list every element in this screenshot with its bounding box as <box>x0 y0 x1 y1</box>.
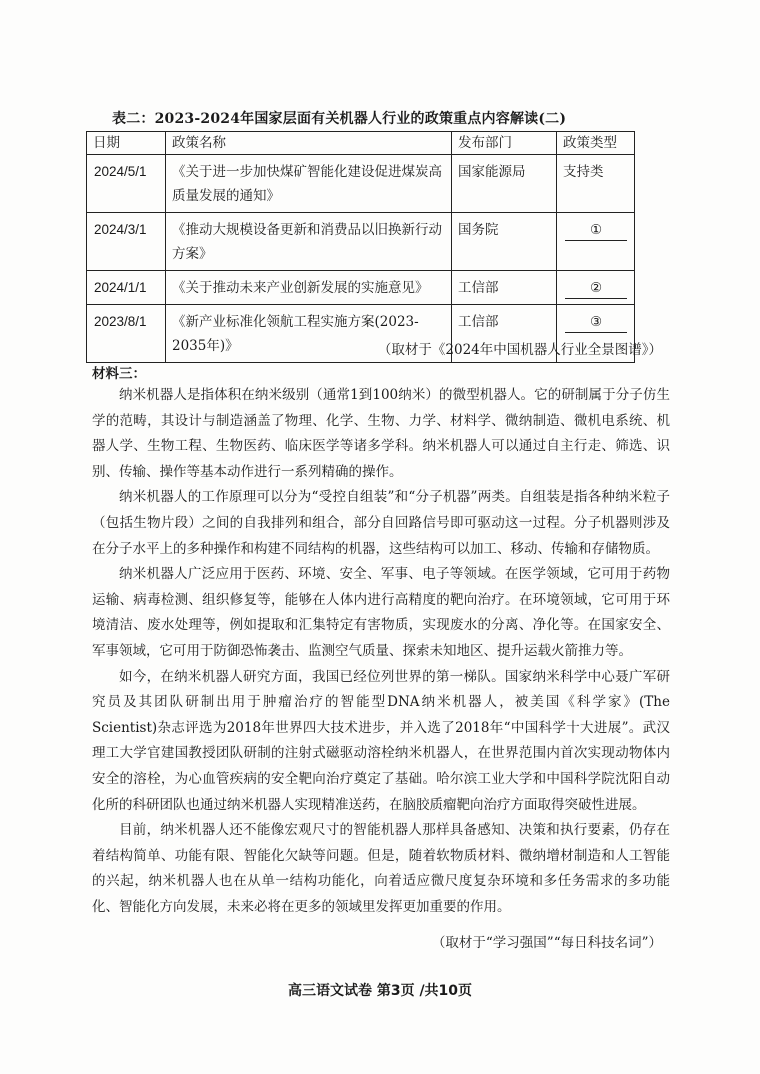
row-date: 2024/3/1 <box>87 213 166 271</box>
row-policy-name: 《关于进一步加快煤矿智能化建设促进煤炭高质量发展的通知》 <box>166 155 452 213</box>
row-policy-name: 《推动大规模设备更新和消费品以旧换新行动方案》 <box>166 213 452 271</box>
material-body <box>92 383 670 920</box>
page-footer: 高三语文试卷 第3页 /共10页 <box>287 983 473 999</box>
row-date: 2024/1/1 <box>87 271 166 305</box>
row-policy-name: 《新产业标准化领航工程实施方案(2023-2035年)》 <box>166 305 452 363</box>
row-policy-type: 支持类 <box>557 155 635 213</box>
row-department: 国务院 <box>452 213 557 271</box>
header-date: 日期 <box>87 132 166 155</box>
answer-blank-3: ③ <box>565 312 627 333</box>
paragraph: 纳米机器人的工作原理可以分为“受控自组装”和“分子机器”两类。自组装是指各种纳米粒子（包括生物片段）之间的自我排列和组合，部分自回路信号即可驱动这一过程。分子机器则涉及在分子水平上的多种操作和构建不同结构的机器，这些结构可以加工、移动、传输和存储物质。 <box>92 489 670 557</box>
row-date: 2024/5/1 <box>87 155 166 213</box>
header-department: 发布部门 <box>452 132 557 155</box>
table-header-row <box>87 132 635 155</box>
row-department: 工信部 <box>452 271 557 305</box>
paragraph: 如今，在纳米机器人研究方面，我国已经位列世界的第一梯队。国家纳米科学中心聂广军研究员及其团队研制出用于肿瘤治疗的智能型DNA纳米机器人，被美国《科学家》(The Scientist)杂志评选为2018年世界四大技术进步，并入选了2018年“中国科学十大进展”。武汉理工大学官建国教授团队研制的注射式磁驱动溶栓纳米机器人，在世界范围内首次实现动物体内安全的溶栓，为心血管疾病的安全靶向治疗奠定了基础。哈尔滨工业大学和中国科学院沈阳自动化所的科研团队也通过纳米机器人实现精准送药，在脑胶质瘤靶向治疗方面取得突破性进展。 <box>92 668 670 813</box>
row-date: 2023/8/1 <box>87 305 166 363</box>
material-source-note: （取材于“学习强国”“每日科技名词”） <box>431 935 662 951</box>
table-caption: 表二：2023-2024年国家层面有关机器人行业的政策重点内容解读(二) <box>112 111 567 127</box>
header-policy-name: 政策名称 <box>166 132 452 155</box>
row-policy-name: 《关于推动未来产业创新发展的实施意见》 <box>166 271 452 305</box>
answer-blank-1: ① <box>565 220 627 241</box>
table-source-note: （取材于《2024年中国机器人行业全景图谱》） <box>377 342 662 358</box>
material-title: 材料三： <box>92 366 146 382</box>
answer-blank-2: ② <box>565 278 627 299</box>
table-row <box>87 155 635 213</box>
row-policy-type <box>557 271 635 305</box>
row-policy-type <box>557 213 635 271</box>
paragraph: 纳米机器人是指体积在纳米级别（通常1到100纳米）的微型机器人。它的研制属于分子仿生学的范畴，其设计与制造涵盖了物理、化学、生物、力学、材料学、微纳制造、微机电系统、机器人学、生物工程、生物医药、临床医学等诸多学科。纳米机器人可以通过自主行走、筛选、识别、传输、操作等基本动作进行一系列精确的操作。 <box>92 387 670 480</box>
header-policy-type: 政策类型 <box>557 132 635 155</box>
paragraph: 目前，纳米机器人还不能像宏观尺寸的智能机器人那样具备感知、决策和执行要素，仍存在着结构简单、功能有限、智能化欠缺等问题。但是，随着软物质材料、微纳增材制造和人工智能的兴起，纳米机器人也在从单一结构功能化，向着适应微尺度复杂环境和多任务需求的多功能化、智能化方向发展，未来必将在更多的领域里发挥更加重要的作用。 <box>92 822 670 915</box>
policy-table <box>86 131 635 363</box>
table-row <box>87 213 635 271</box>
row-department: 工信部 <box>452 305 557 363</box>
row-department: 国家能源局 <box>452 155 557 213</box>
paragraph: 纳米机器人广泛应用于医药、环境、安全、军事、电子等领域。在医学领域，它可用于药物运输、病毒检测、组织修复等，能够在人体内进行高精度的靶向治疗。在环境领域，它可用于环境清洁、废水处理等，例如提取和汇集特定有害物质，实现废水的分离、净化等。在国家安全、军事领域，它可用于防御恐怖袭击、监测空气质量、探索未知地区、提升运载火箭推力等。 <box>92 566 670 659</box>
table-row <box>87 271 635 305</box>
